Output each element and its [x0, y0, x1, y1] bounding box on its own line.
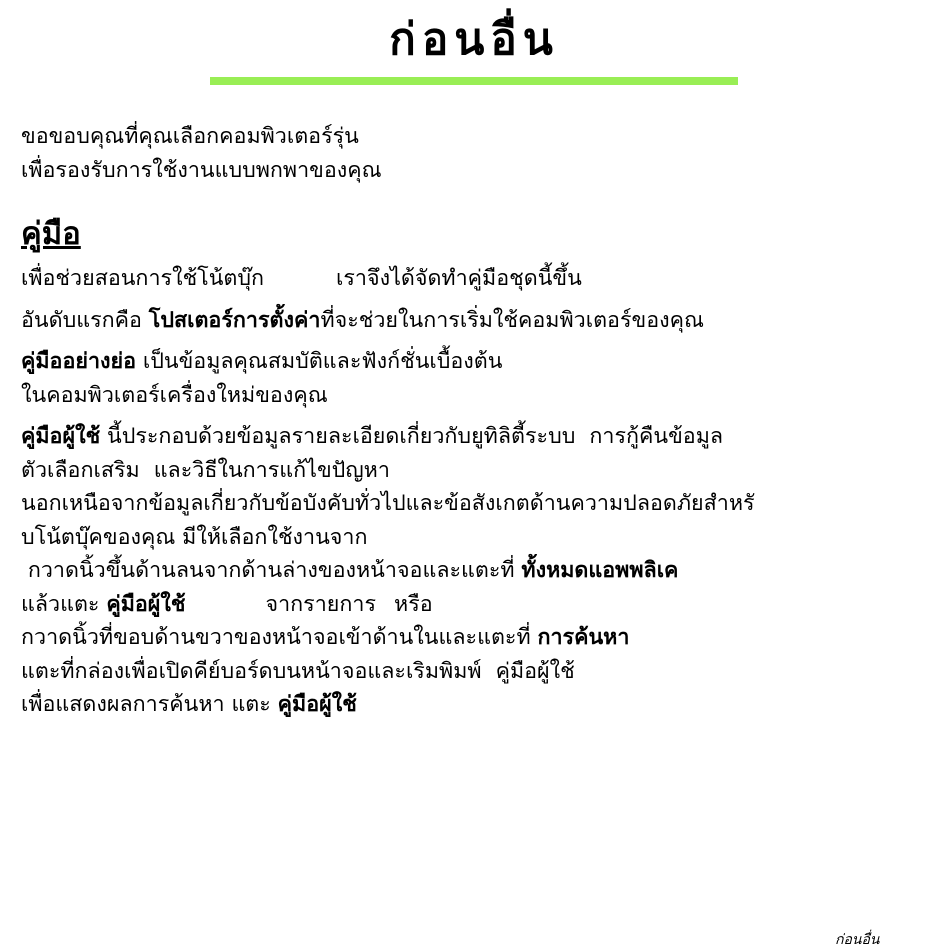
paragraph-2-post: ที่จะช่วยในการเริ่มใช้คอมพิวเตอร์ของคุณ — [320, 307, 704, 333]
paragraph-4-line-6-post: จากรายการ — [265, 591, 377, 617]
paragraph-4-line-2a: ตัวเลือกเสริม — [21, 457, 140, 483]
page-title: ก่อนอื่น — [389, 14, 559, 65]
user-guide-term-2: คู่มือผู้ใช้ — [106, 591, 186, 617]
user-guide-term-3: คู่มือผู้ใช้ — [277, 692, 357, 717]
paragraph-4-line-9 — [21, 688, 941, 722]
paragraph-4-post-2: การกู้คืนข้อมูล — [589, 424, 724, 449]
title-underline-rule — [210, 77, 738, 85]
paragraph-4-line-6 — [21, 588, 941, 622]
intro-line-1: ขอขอบคุณที่คุณเลือกคอมพิวเตอร์รุ่น — [21, 124, 359, 149]
setup-poster-term: โปสเตอร์การตั้งค่า — [148, 307, 321, 333]
paragraph-3-line-1 — [21, 345, 941, 379]
paragraph-4-post: นี้ประกอบด้วยข้อมูลรายละเอียดเกี่ยวกับยูทิลิตี้ระบบ — [100, 424, 576, 449]
paragraph-4-line-5 — [21, 554, 941, 588]
paragraph-4-line-4: บโน้ตบุ๊คของคุณ มีให้เลือกใช้งานจาก — [21, 524, 368, 550]
intro-line-2: เพื่อรองรับการใช้งานแบบพกพาของคุณ — [21, 157, 382, 183]
all-apps-term: ทั้งหมดแอพพลิเค — [521, 558, 679, 583]
paragraph-4-line-8-post: คู่มือผู้ใช้ — [495, 658, 575, 684]
paragraph-3-line-2: ในคอมพิวเตอร์เครื่องใหม่ของคุณ — [21, 382, 328, 408]
main-content — [21, 120, 941, 722]
paragraph-3-post: เป็นข้อมูลคุณสมบัติและฟังก์ชั่นเบื้องต้น — [136, 349, 503, 374]
page-footer-label: ก่อนอื่น — [835, 932, 880, 948]
paragraph-4-line-7-pre: กวาดนิ้วที่ขอบด้านขวาของหน้าจอเข้าด้านในและแตะที่ — [21, 625, 538, 650]
paragraph-4-line-3: นอกเหนือจากข้อมูลเกี่ยวกับข้อบังคับทั่วไปและข้อสังเกตด้านความปลอดภัยสำหรั — [21, 491, 755, 516]
paragraph-4-line-9-pre: เพื่อแสดงผลการค้นหา แตะ — [21, 692, 278, 717]
search-term: การค้นหา — [537, 625, 630, 650]
paragraph-1 — [21, 262, 941, 296]
paragraph-1-text-b: เราจึงได้จัดทำคู่มือชุดนี้ขึ้น — [336, 266, 582, 291]
quick-guide-term: คู่มืออย่างย่อ — [21, 349, 137, 374]
user-guide-term: คู่มือผู้ใช้ — [21, 424, 101, 449]
paragraph-4-line-2 — [21, 454, 941, 488]
paragraph-2 — [21, 304, 941, 338]
paragraph-4-line-8 — [21, 655, 941, 689]
paragraph-1-text: เพื่อช่วยสอนการใช้โน้ตบุ๊ก — [21, 266, 265, 291]
paragraph-4-line-8-pre: แตะที่กล่องเพื่อเปิดคีย์บอร์ดบนหน้าจอและเริมพิมพ์ — [21, 658, 482, 684]
paragraph-2-pre: อันดับแรกคือ — [21, 307, 149, 333]
section-heading-manual: คู่มือ — [21, 216, 81, 252]
paragraph-4-line-2b: และวิธีในการแก้ไขปัญหา — [153, 457, 390, 483]
paragraph-4-line-5-pre: กวาดนิ้วขึ้นด้านลนจากด้านล่างของหน้าจอและแตะที่ — [21, 558, 522, 583]
paragraph-4-line-6-or: หรือ — [394, 591, 433, 617]
paragraph-4-line-1 — [21, 420, 941, 454]
paragraph-4-line-6-pre: แล้วแตะ — [21, 591, 107, 617]
paragraph-4-line-7 — [21, 621, 941, 655]
